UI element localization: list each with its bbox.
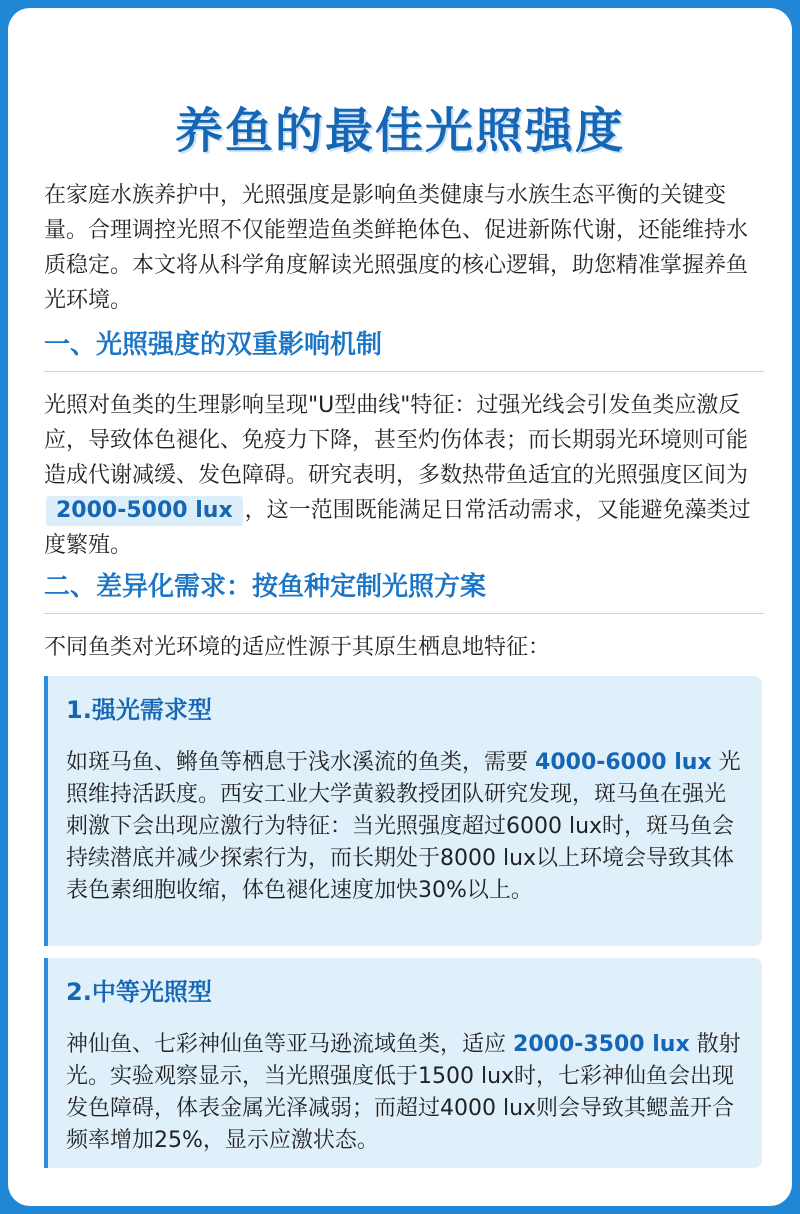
page-title: 养鱼的最佳光照强度 [174,103,625,159]
medium-light-title: 2.中等光照型 [66,978,212,1006]
strong-light-lux-highlight: 4000-6000 lux [535,750,712,775]
strong-light-text-after: 光照维持活跃度。西安工业大学黄毅教授团队研究发现，斑马鱼在强光刺激下会出现应激行为特征：当光照强度超过6000 lux时，斑马鱼会持续潜底并减少探索行为，而长期处于8000 lux以上环境会导致其体表色素细胞收缩，体色褪化速度加快30%以上。 [66,750,741,903]
medium-light-text [66,1029,744,1157]
section1-paragraph [44,388,764,563]
section1-text-before: 光照对鱼类的生理影响呈现"U型曲线"特征：过强光线会引发鱼类应激反应，导致体色褪化、免疫力下降，甚至灼伤体表；而长期弱光环境则可能造成代谢减缓、发色障碍。研究表明，多数热带鱼适宜的光照强度区间为 [44,393,749,488]
medium-light-box [44,958,762,1168]
article-card [8,8,792,1206]
section1-text-after: ，这一范围既能满足日常活动需求，又能避免藻类过度繁殖。 [44,498,751,558]
medium-light-text-after: 散射光。实验观察显示，当光照强度低于1500 lux时，七彩神仙鱼会出现发色障碍，体表金属光泽减弱；而超过4000 lux则会导致其鳃盖开合频率增加25%，显示应激状态。 [66,1032,741,1153]
strong-light-text [66,747,744,907]
section1-heading: 一、光照强度的双重影响机制 [44,324,764,372]
section2-heading: 二、差异化需求：按鱼种定制光照方案 [44,566,764,614]
intro-paragraph: 在家庭水族养护中，光照强度是影响鱼类健康与水族生态平衡的关键变量。合理调控光照不仅能塑造鱼类鲜艳体色、促进新陈代谢，还能维持水质稳定。本文将从科学角度解读光照强度的核心逻辑，助您精准掌握养鱼光环境。 [44,183,749,313]
strong-light-text-before: 如斑马鱼、鳉鱼等栖息于浅水溪流的鱼类，需要 [66,750,529,775]
medium-light-text-before: 神仙鱼、七彩神仙鱼等亚马逊流域鱼类，适应 [66,1032,507,1057]
strong-light-box [44,676,762,946]
section2-paragraph: 不同鱼类对光环境的适应性源于其原生栖息地特征： [44,635,551,660]
section1-lux-highlight: 2000-5000 lux [46,496,243,526]
strong-light-title: 1.强光需求型 [66,696,212,724]
medium-light-lux-highlight: 2000-3500 lux [513,1032,690,1057]
